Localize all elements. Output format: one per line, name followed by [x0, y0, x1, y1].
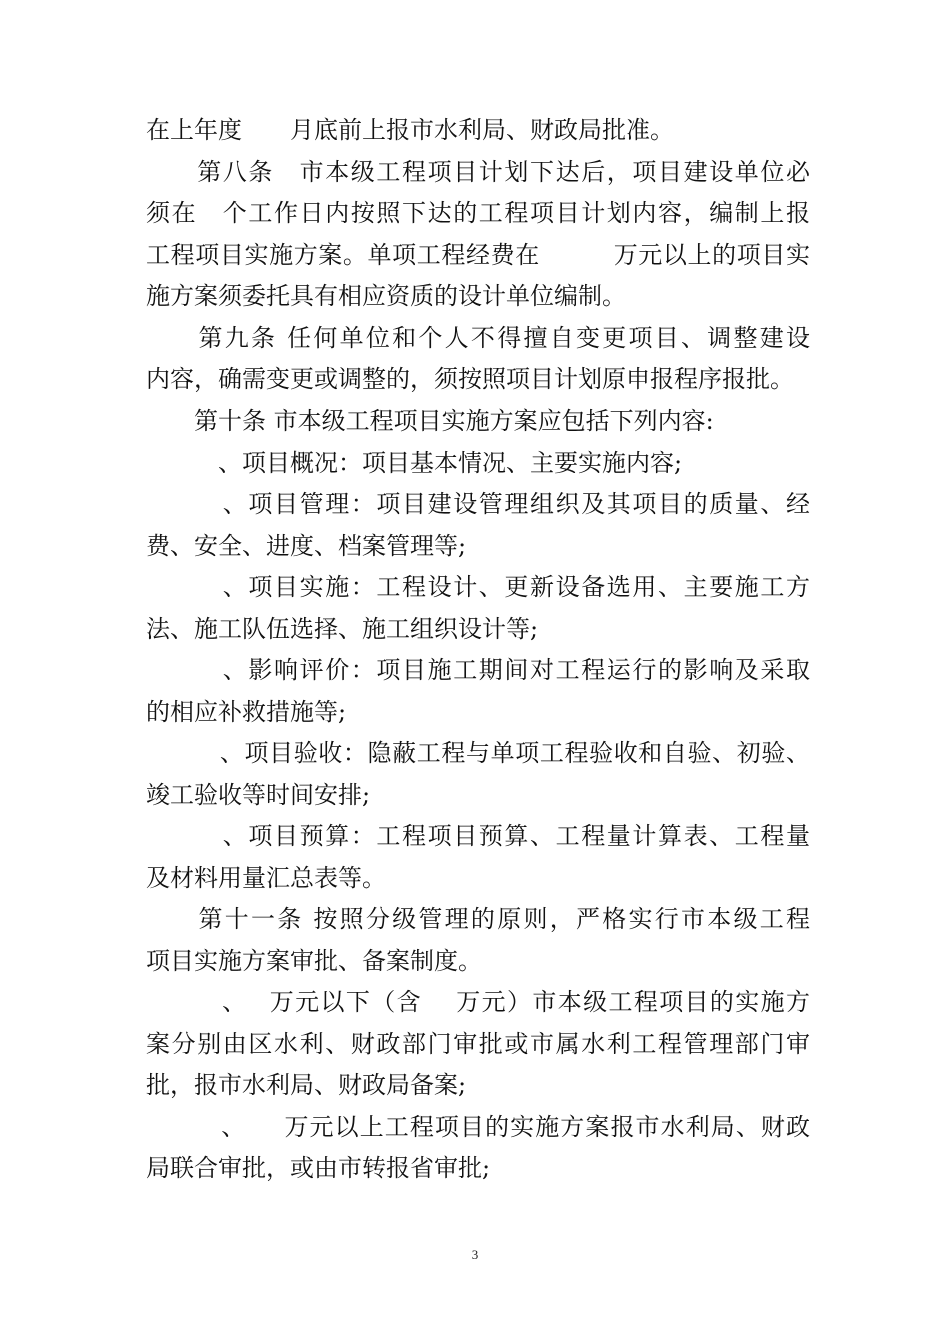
paragraph-line: 第九条 任何单位和个人不得擅自变更项目、调整建设	[146, 324, 810, 352]
paragraph-line: 第十条 市本级工程项目实施方案应包括下列内容:	[146, 407, 714, 435]
paragraph-line: 施方案须委托具有相应资质的设计单位编制。	[146, 282, 626, 310]
paragraph-line: 竣工验收等时间安排;	[146, 781, 371, 809]
paragraph-line: 第八条 市本级工程项目计划下达后，项目建设单位必	[146, 158, 810, 186]
paragraph-line: 、项目实施：工程设计、更新设备选用、主要施工方	[146, 573, 810, 601]
paragraph-line: 须在 个工作日内按照下达的工程项目计划内容，编制上报	[146, 199, 810, 227]
paragraph-line: 、影响评价：项目施工期间对工程运行的影响及采取	[146, 656, 810, 684]
paragraph-line: 、项目验收：隐蔽工程与单项工程验收和自验、初验、	[146, 739, 810, 767]
paragraph-line: 、项目概况：项目基本情况、主要实施内容;	[146, 449, 683, 477]
paragraph-line: 工程项目实施方案。单项工程经费在 万元以上的项目实	[146, 241, 810, 269]
paragraph-line: 批，报市水利局、财政局备案;	[146, 1071, 467, 1099]
paragraph-line: 、项目预算：工程项目预算、工程量计算表、工程量	[146, 822, 810, 850]
paragraph-line: 的相应补救措施等;	[146, 698, 347, 726]
paragraph-line: 法、施工队伍选择、施工组织设计等;	[146, 615, 539, 643]
paragraph-line: 及材料用量汇总表等。	[146, 864, 386, 892]
paragraph-line: 、 万元以下（含 万元）市本级工程项目的实施方	[146, 988, 810, 1016]
page-number: 3	[471, 1247, 479, 1262]
paragraph-line: 内容，确需变更或调整的，须按照项目计划原申报程序报批。	[146, 365, 794, 393]
paragraph-line: 局联合审批，或由市转报省审批;	[146, 1154, 491, 1182]
paragraph-line: 案分别由区水利、财政部门审批或市属水利工程管理部门审	[146, 1030, 810, 1058]
paragraph-line: 项目实施方案审批、备案制度。	[146, 947, 482, 975]
paragraph-line: 第十一条 按照分级管理的原则，严格实行市本级工程	[146, 905, 810, 933]
paragraph-line: 费、安全、进度、档案管理等;	[146, 532, 467, 560]
paragraph-line: 、 万元以上工程项目的实施方案报市水利局、财政	[146, 1113, 810, 1141]
paragraph-line: 、项目管理：项目建设管理组织及其项目的质量、经	[146, 490, 810, 518]
paragraph-line: 在上年度 月底前上报市水利局、财政局批准。	[146, 116, 674, 144]
